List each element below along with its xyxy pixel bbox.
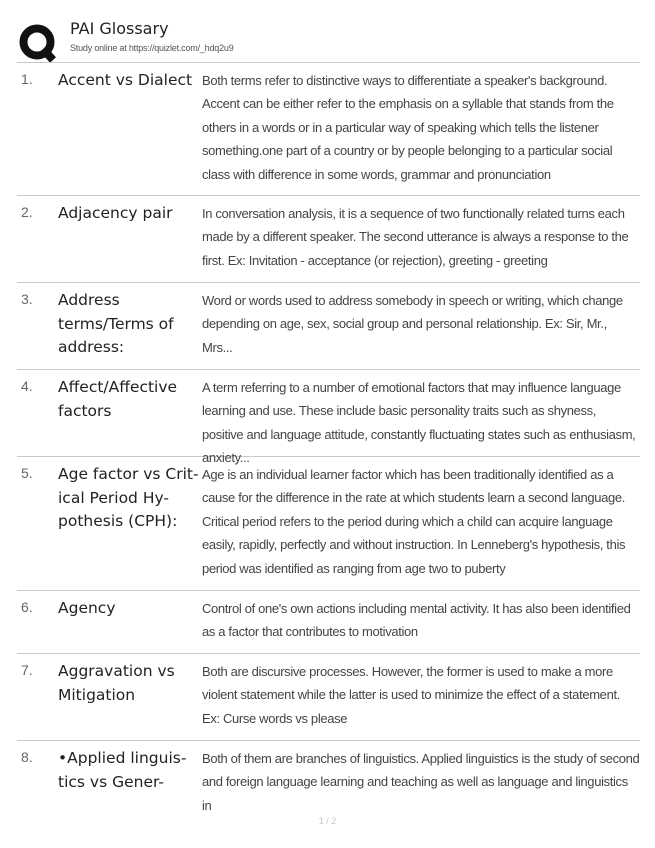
entry-term: Aggravation vs Mitigation: [58, 662, 175, 704]
entry-number: 6.: [21, 599, 33, 615]
entry-term: Accent vs Dialect: [58, 71, 193, 89]
page-number: 1 / 2: [318, 816, 337, 826]
entry-term: Agency: [58, 599, 116, 617]
entry-number: 1.: [21, 71, 33, 87]
quizlet-q-logo-icon: [17, 22, 57, 62]
entry-definition: Control of one's own actions including mental activity. It has also been identified as a factor that contributes to motivation: [202, 601, 631, 640]
glossary-entry: [17, 63, 640, 196]
glossary-entry: [17, 196, 640, 283]
entry-definition: Age is an individual learner factor which has been traditionally identified as a cause for the difference in the rate at which students learn a second language. Critical period refers to the period during which a child can acquire language easily, rapidly, perfectly and without instruction. In Lenneberg's hypothesis, this period was identified as ranging from age two to puberty: [202, 467, 626, 576]
entry-term: •Applied linguis-tics vs Gener-: [58, 749, 187, 791]
entry-number: 7.: [21, 662, 33, 678]
entry-term: Address terms/Terms of address:: [58, 291, 174, 356]
glossary-entry: [17, 591, 640, 654]
glossary-entry: [17, 741, 640, 813]
entry-number: 8.: [21, 749, 33, 765]
entry-definition: Both of them are branches of linguistics. Applied linguistics is the study of second and foreign language learning and teaching as well as language and linguistics in: [202, 751, 640, 813]
entry-number: 2.: [21, 204, 33, 220]
entry-definition: In conversation analysis, it is a sequence of two functionally related turns each made by a different speaker. The second utterance is always a response to the first. Ex: Invitation - acceptance (or rejection), greeting - greeting: [202, 206, 629, 268]
glossary-entry: [17, 654, 640, 741]
document-subtitle: Study online at https://quizlet.com/_hdq2u9: [70, 43, 234, 53]
glossary-entry: [17, 283, 640, 370]
entry-definition: A term referring to a number of emotional factors that may influence language learning and use. These include basic personality traits such as shyness, positive and language attitude, constantly fluctuating states such as enthusiasm, anxiety...: [202, 380, 636, 466]
entry-term: Affect/Affective factors: [58, 378, 178, 420]
entry-definition: Both are discursive processes. However, the former is used to make a more violent statement while the latter is used to minimize the effect of a statement. Ex: Curse words vs please: [202, 664, 620, 726]
entry-number: 3.: [21, 291, 33, 307]
entry-term: Adjacency pair: [58, 204, 173, 222]
document-title: PAI Glossary: [70, 19, 169, 38]
glossary-entry: [17, 457, 640, 591]
entry-definition: Both terms refer to distinctive ways to differentiate a speaker's background. Accent can be either refer to the emphasis on a syllable that stands from the others in a words or in a particular way of speaking which tells the listener something.one part of a country or by people belonging to a particular social class with difference in some words, grammar and pronunciation: [202, 73, 614, 182]
entry-term: Age factor vs Crit-ical Period Hy-pothesis (CPH):: [58, 465, 199, 530]
entry-number: 4.: [21, 378, 33, 394]
document-header: [17, 14, 647, 60]
entry-number: 5.: [21, 465, 33, 481]
glossary-list: [17, 63, 640, 813]
entry-definition: Word or words used to address somebody in speech or writing, which change depending on age, sex, social group and personal relationship. Ex: Sir, Mr., Mrs...: [202, 293, 623, 355]
glossary-entry: [17, 370, 640, 466]
